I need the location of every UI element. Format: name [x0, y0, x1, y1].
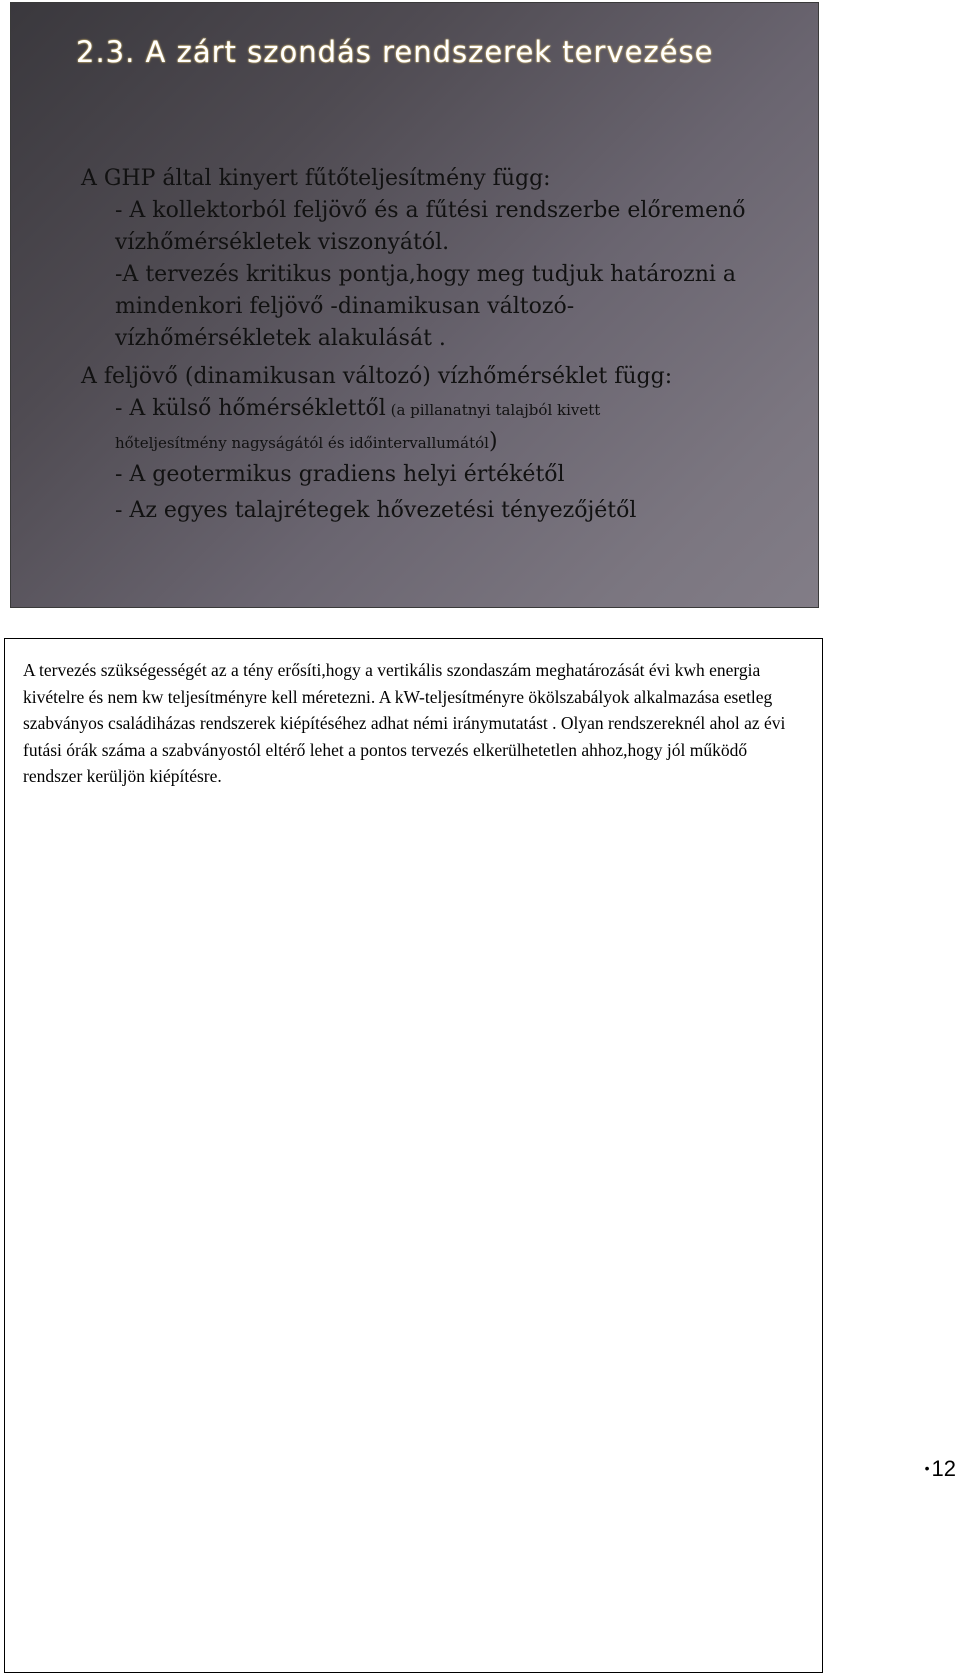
slide-line-main: - A külső hőmérséklettől: [115, 396, 386, 421]
slide: [10, 2, 819, 608]
slide-line: - Az egyes talajrétegek hővezetési tényezőjétől: [115, 498, 637, 523]
page-bullet: •: [924, 1460, 930, 1476]
slide-line-small: hőteljesítmény nagyságától és időintervallumától: [115, 434, 489, 452]
notes-box: [4, 638, 823, 1673]
slide-line: A GHP által kinyert fűtőteljesítmény függ:: [81, 166, 551, 191]
slide-line: - A kollektorból feljövő és a fűtési rendszerbe előremenő: [115, 198, 746, 223]
slide-line: - A geotermikus gradiens helyi értékétől: [115, 462, 565, 487]
slide-line-paren: ): [488, 429, 498, 454]
slide-body: [81, 163, 811, 527]
page-number: [925, 1456, 956, 1482]
slide-line-small: (a pillanatnyi talajból kivett: [385, 401, 601, 419]
slide-title: 2.3. A zárt szondás rendszerek tervezése: [76, 35, 714, 69]
slide-line: [81, 426, 811, 459]
slide-line: A feljövő (dinamikusan változó) vízhőmérséklet függ:: [81, 364, 673, 389]
page-number-value: 12: [931, 1456, 956, 1481]
slide-line: vízhőmérsékletek viszonyától.: [115, 230, 450, 255]
notes-text: A tervezés szükségességét az a tény erősíti,hogy a vertikális szondaszám meghatározását évi kwh energia kivételre és nem kw teljesítményre kell méretezni. A kW-teljesítményre ökölszabályok alkalmazása esetleg szabványos családiházas rendszerek kiépítéséhez adhat némi iránymutatást . Olyan rendszereknél ahol az évi futási órák száma a szabványostól eltérő lehet a pontos tervezés elkerülhetetlen ahhoz,hogy jól működő rendszer kerüljön kiépítésre.: [23, 660, 786, 786]
slide-line: -A tervezés kritikus pontja,hogy meg tudjuk határozni a: [115, 262, 737, 287]
slide-line: [81, 393, 811, 426]
slide-line: mindenkori feljövő -dinamikusan változó-: [115, 294, 575, 319]
slide-line: vízhőmérsékletek alakulását .: [115, 326, 446, 351]
